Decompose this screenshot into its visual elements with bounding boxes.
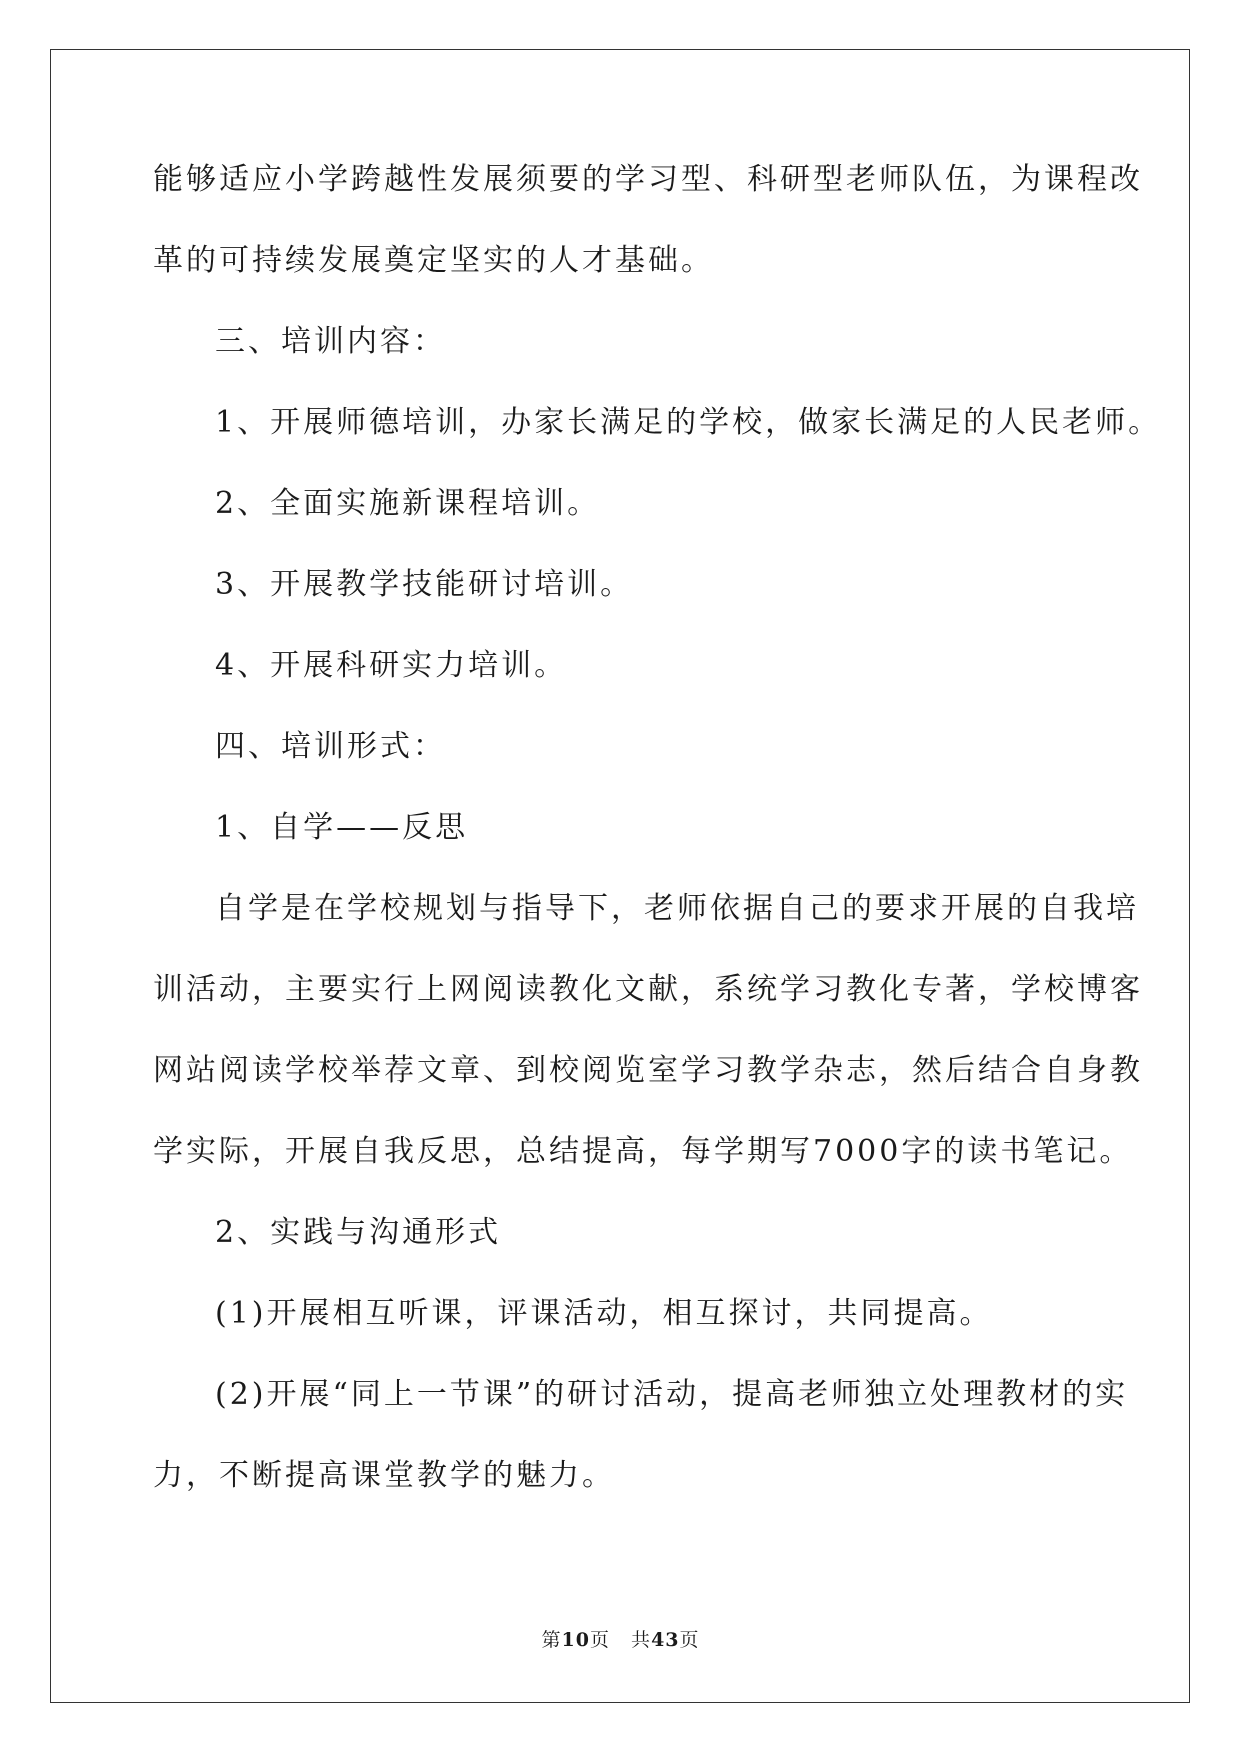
current-page-number: 10 bbox=[561, 1629, 590, 1651]
footer-middle: 页 共 bbox=[589, 1629, 652, 1651]
paragraph-line: 学实际，开展自我反思，总结提高，每学期写7000字的读书笔记。 bbox=[153, 1134, 1133, 1169]
list-item: 3、开展教学技能研讨培训。 bbox=[215, 567, 634, 602]
section-heading: 四、培训形式： bbox=[215, 729, 446, 764]
list-item: 4、开展科研实力培训。 bbox=[215, 648, 568, 683]
footer-suffix: 页 bbox=[679, 1629, 700, 1651]
paragraph-line: 能够适应小学跨越性发展须要的学习型、科研型老师队伍，为课程改 bbox=[153, 162, 1143, 197]
total-page-count: 43 bbox=[651, 1629, 680, 1651]
page-footer bbox=[0, 1628, 1241, 1652]
list-item: (1)开展相互听课，评课活动，相互探讨，共同提高。 bbox=[215, 1296, 993, 1331]
paragraph-line: 自学是在学校规划与指导下，老师依据自己的要求开展的自我培 bbox=[215, 891, 1139, 926]
list-item: (2)开展“同上一节课”的研讨活动，提高老师独立处理教材的实 bbox=[215, 1377, 1129, 1412]
paragraph-line: 力，不断提高课堂教学的魅力。 bbox=[153, 1458, 615, 1493]
subsection-heading: 2、实践与沟通形式 bbox=[215, 1215, 502, 1250]
subsection-heading: 1、自学——反思 bbox=[215, 810, 469, 845]
list-item: 2、全面实施新课程培训。 bbox=[215, 486, 601, 521]
paragraph-line: 革的可持续发展奠定坚实的人才基础。 bbox=[153, 243, 714, 278]
document-body bbox=[153, 160, 1162, 1496]
paragraph-line: 训活动，主要实行上网阅读教化文献，系统学习教化专著，学校博客 bbox=[153, 972, 1143, 1007]
section-heading: 三、培训内容： bbox=[215, 324, 446, 359]
list-item: 1、开展师德培训，办家长满足的学校，做家长满足的人民老师。 bbox=[215, 405, 1162, 440]
footer-prefix: 第 bbox=[541, 1629, 562, 1651]
paragraph-line: 网站阅读学校举荐文章、到校阅览室学习教学杂志，然后结合自身教 bbox=[153, 1053, 1143, 1088]
